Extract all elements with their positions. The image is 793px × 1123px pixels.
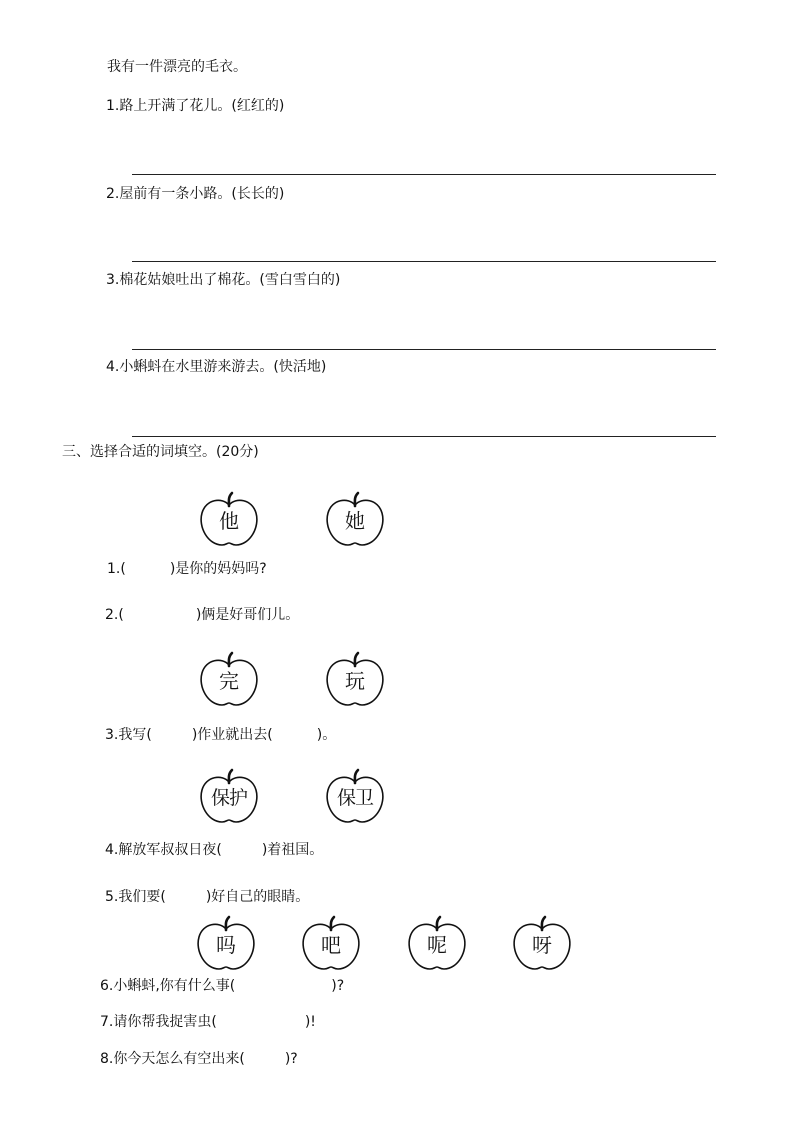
rewrite-item-2: 2.屋前有一条小路。(长长的) [106,186,285,202]
apple-option-text: 完 [219,669,239,693]
question-text: )作业就出去( [191,727,273,743]
question-text: )是你的妈妈吗? [169,561,267,577]
question-text: 6.小蝌蚪,你有什么事( [100,978,236,994]
section-3-title: 三、选择合适的词填空。(20分) [62,444,259,460]
question-3 [105,726,336,744]
question-text: )着祖国。 [261,842,324,858]
question-5 [105,888,309,906]
question-text: 4.解放军叔叔日夜( [105,842,222,858]
apple-option-text: 保护 [210,787,247,809]
apple-option [324,491,386,549]
question-text: )? [284,1051,298,1067]
question-text: 2.( [105,607,124,623]
question-4 [105,841,323,859]
apple-option [300,915,362,973]
apple-option-text: 呀 [532,933,552,957]
question-text: )好自己的眼睛。 [205,889,310,905]
question-8 [100,1050,298,1068]
apple-option [195,915,257,973]
question-7 [100,1013,316,1031]
apple-option [198,651,260,709]
rewrite-item-3: 3.棉花姑娘吐出了棉花。(雪白雪白的) [106,272,341,288]
apple-option-text: 她 [345,509,365,533]
answer-line-3[interactable] [132,349,716,350]
answer-line-1[interactable] [132,174,716,175]
rewrite-item-4: 4.小蝌蚪在水里游来游去。(快活地) [106,359,327,375]
answer-line-4[interactable] [132,436,716,437]
question-text: 1.( [107,561,126,577]
apple-option [406,915,468,973]
apple-option-text: 吗 [216,933,236,957]
apple-option [324,651,386,709]
apple-option-text: 玩 [345,669,365,693]
question-text: 5.我们要( [105,889,166,905]
intro-sentence: 我有一件漂亮的毛衣。 [107,59,247,75]
question-text: )? [331,978,345,994]
question-text: )! [304,1014,316,1030]
apple-option [198,768,260,826]
apple-option [324,768,386,826]
question-text: 3.我写( [105,727,152,743]
apple-option [198,491,260,549]
apple-option-text: 吧 [321,933,341,957]
apple-option-text: 他 [219,509,239,533]
question-6 [100,977,344,995]
question-text: )。 [316,727,337,743]
question-text: )俩是好哥们儿。 [195,607,300,623]
apple-option-text: 保卫 [336,787,373,809]
answer-line-2[interactable] [132,261,716,262]
question-2 [105,606,299,624]
apple-option-text: 呢 [427,933,447,957]
question-text: 8.你今天怎么有空出来( [100,1051,245,1067]
question-1 [107,560,267,578]
apple-option [511,915,573,973]
rewrite-item-1: 1.路上开满了花儿。(红红的) [106,98,285,114]
question-text: 7.请你帮我捉害虫( [100,1014,217,1030]
